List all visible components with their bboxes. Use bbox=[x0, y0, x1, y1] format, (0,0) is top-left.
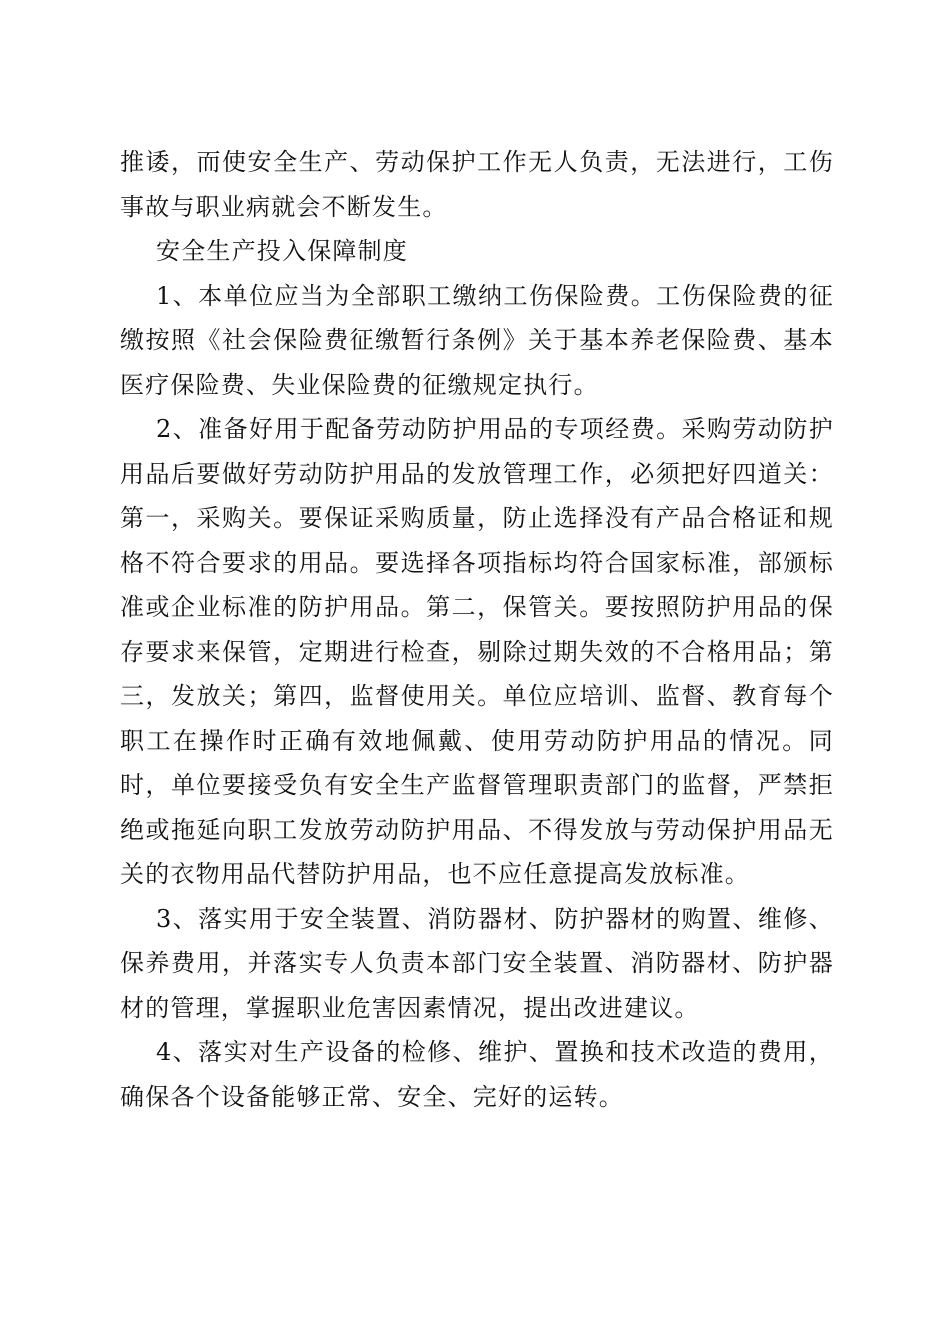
section-heading: 安全生产投入保障制度 bbox=[156, 237, 408, 265]
paragraph-item-3: 3、落实用于安全装置、消防器材、防护器材的购置、维修、保养费用，并落实专人负责本部门安全装置、消防器材、防护器材的管理，掌握职业危害因素情况，提出改进建议。 bbox=[120, 904, 834, 1022]
paragraph-item-1: 1、本单位应当为全部职工缴纳工伤保险费。工伤保险费的征缴按照《社会保险费征缴暂行条例》关于基本养老保险费、基本医疗保险费、失业保险费的征缴规定执行。 bbox=[120, 281, 834, 399]
paragraph-item-2: 2、准备好用于配备劳动防护用品的专项经费。采购劳动防护用品后要做好劳动防护用品的发放管理工作，必须把好四道关：第一，采购关。要保证采购质量，防止选择没有产品合格证和规格不符合要求的用品。要选择各项指标均符合国家标准，部颁标准或企业标准的防护用品。第二，保管关。要按照防护用品的保存要求来保管，定期进行检查，剔除过期失效的不合格用品；第三，发放关；第四，监督使用关。单位应培训、监督、教育每个职工在操作时正确有效地佩戴、使用劳动防护用品的情况。同时，单位要接受负有安全生产监督管理职责部门的监督，严禁拒绝或拖延向职工发放劳动防护用品、不得发放与劳动保护用品无关的衣物用品代替防护用品，也不应任意提高发放标准。 bbox=[120, 415, 834, 888]
document-body bbox=[120, 140, 834, 1119]
paragraph-continuation: 推诿，而使安全生产、劳动保护工作无人负责，无法进行，工伤事故与职业病就会不断发生。 bbox=[120, 148, 834, 221]
paragraph-item-4: 4、落实对生产设备的检修、维护、置换和技术改造的费用，确保各个设备能够正常、安全、完好的运转。 bbox=[120, 1038, 834, 1111]
